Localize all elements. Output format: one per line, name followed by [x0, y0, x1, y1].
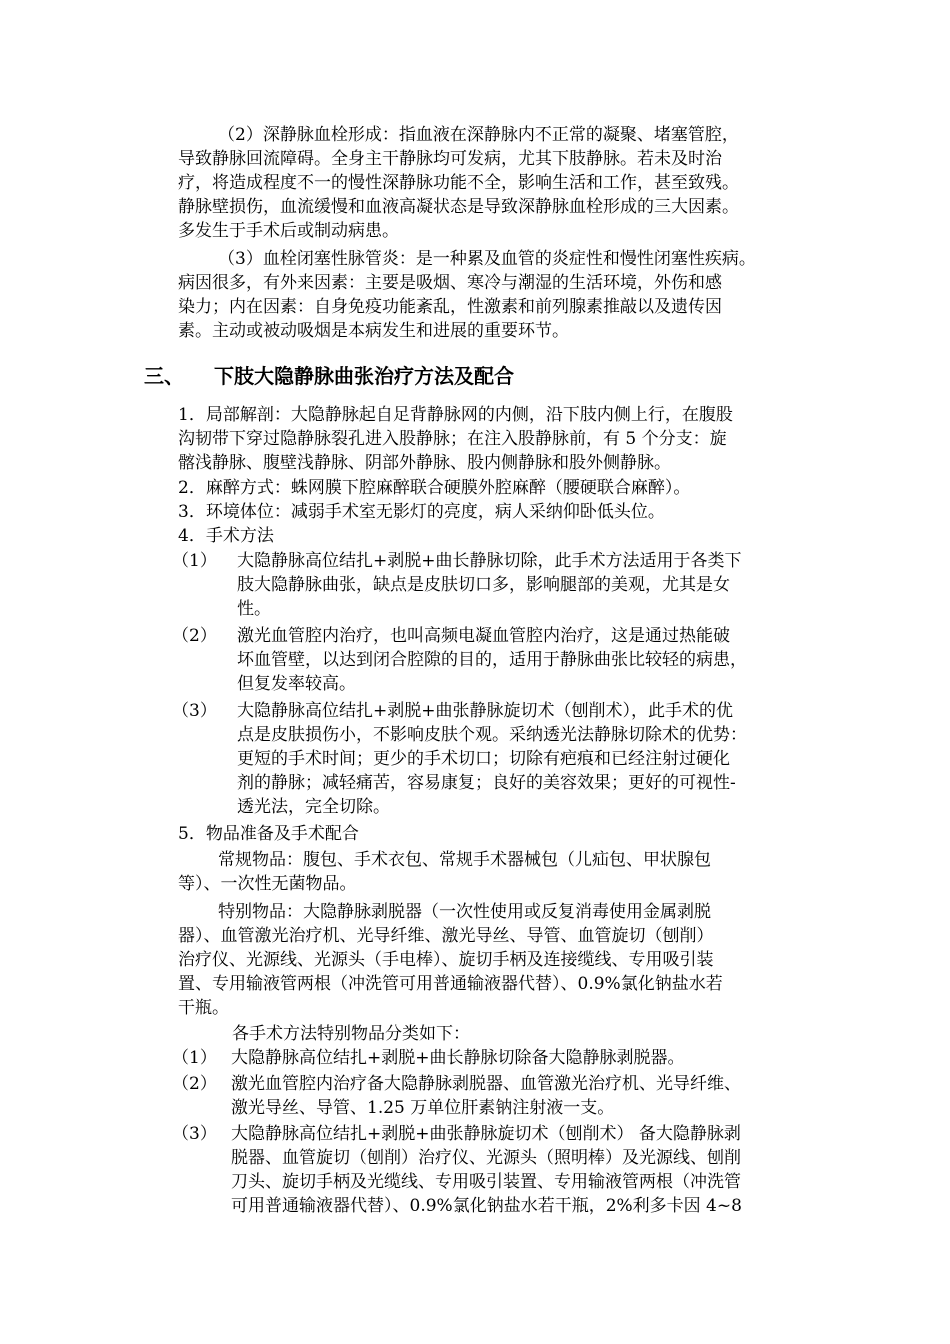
paragraph-line: 各手术方法特别物品分类如下： — [232, 1024, 470, 1044]
paragraph-line: 静脉壁损伤，血流缓慢和血液高凝状态是导致深静脉血栓形成的三大因素。 — [178, 197, 739, 217]
sub-item-line: 大隐静脉高位结扎+剥脱+曲张静脉旋切术（刨削术） 备大隐静脉剥 — [231, 1124, 741, 1144]
list-item: 2．麻醉方式：蛛网膜下腔麻醉联合硬膜外腔麻醉（腰硬联合麻醉）。 — [178, 478, 691, 498]
paragraph-line: 染力；内在因素：自身免疫功能紊乱，性激素和前列腺素推敲以及遗传因 — [178, 297, 722, 317]
sub-item-number: （2） — [172, 626, 217, 646]
sub-item-line: 激光血管腔内治疗备大隐静脉剥脱器、血管激光治疗机、光导纤维、 — [231, 1074, 741, 1094]
sub-item-line: 脱器、血管旋切（刨削）治疗仪、光源头（照明棒）及光源线、刨削 — [231, 1148, 741, 1168]
paragraph-line: （3）血栓闭塞性脉管炎：是一种累及血管的炎症性和慢性闭塞性疾病。 — [218, 249, 756, 269]
paragraph-line: 常规物品：腹包、手术衣包、常规手术器械包（儿疝包、甲状腺包 — [218, 850, 711, 870]
sub-item-number: （3） — [172, 701, 217, 721]
sub-item-line: 剂的静脉；减轻痛苦，容易康复；良好的美容效果；更好的可视性- — [237, 773, 736, 793]
paragraph-line: （2）深静脉血栓形成：指血液在深静脉内不正常的凝聚、堵塞管腔， — [218, 125, 739, 145]
sub-item-line: 肢大隐静脉曲张，缺点是皮肤切口多，影响腿部的美观，尤其是女 — [237, 575, 730, 595]
sub-item-number: （3） — [172, 1124, 217, 1144]
sub-item-line: 性。 — [237, 599, 271, 619]
paragraph-line: 治疗仪、光源线、光源头（手电棒）、旋切手柄及连接缆线、专用吸引装 — [178, 950, 714, 970]
sub-item-line: 点是皮肤损伤小，不影响皮肤个观。采纳透光法静脉切除术的优势： — [237, 725, 747, 745]
sub-item-line: 激光血管腔内治疗，也叫高频电凝血管腔内治疗，这是通过热能破 — [237, 626, 730, 646]
list-item-line: 1．局部解剖：大隐静脉起自足背静脉网的内侧，沿下肢内侧上行，在腹股 — [178, 405, 733, 425]
sub-item-line: 坏血管壁，以达到闭合腔隙的目的，适用于静脉曲张比较轻的病患， — [237, 650, 747, 670]
paragraph-line: 等）、一次性无菌物品。 — [178, 874, 357, 894]
sub-item-line: 大隐静脉高位结扎+剥脱+曲张静脉旋切术（刨削术），此手术的优 — [237, 701, 733, 721]
list-item: 3．环境体位：减弱手术室无影灯的亮度，病人采纳仰卧低头位。 — [178, 502, 665, 522]
sub-item-line: 但复发率较高。 — [237, 674, 356, 694]
sub-item-line: 激光导丝、导管、1.25 万单位肝素钠注射液一支。 — [231, 1098, 615, 1118]
paragraph-line: 器）、血管激光治疗机、光导纤维、激光导丝、导管、血管旋切（刨削） — [178, 926, 714, 946]
sub-item-line: 大隐静脉高位结扎+剥脱+曲长静脉切除，此手术方法适用于各类下 — [237, 551, 742, 571]
paragraph-line: 置、专用输液管两根（冲洗管可用普通输液器代替）、0.9%氯化钠盐水若 — [178, 974, 723, 994]
list-item: 4．手术方法 — [178, 526, 274, 546]
sub-item-line: 透光法，完全切除。 — [237, 797, 390, 817]
section-number: 三、 — [144, 364, 184, 388]
sub-item-line: 大隐静脉高位结扎+剥脱+曲长静脉切除备大隐静脉剥脱器。 — [231, 1048, 685, 1068]
paragraph-line: 导致静脉回流障碍。全身主干静脉均可发病，尤其下肢静脉。若未及时治 — [178, 149, 722, 169]
paragraph-line: 素。主动或被动吸烟是本病发生和进展的重要环节。 — [178, 321, 569, 341]
sub-item-line: 更短的手术时间；更少的手术切口；切除有疤痕和已经注射过硬化 — [237, 749, 730, 769]
sub-item-line: 可用普通输液器代替）、0.9%氯化钠盐水若干瓶，2%利多卡因 4~8 — [231, 1196, 742, 1216]
list-item-line: 沟韧带下穿过隐静脉裂孔进入股静脉；在注入股静脉前，有 5 个分支：旋 — [178, 429, 727, 449]
section-heading: 下肢大隐静脉曲张治疗方法及配合 — [214, 364, 514, 388]
list-item: 5．物品准备及手术配合 — [178, 824, 359, 844]
paragraph-line: 多发生于手术后或制动病患。 — [178, 221, 399, 241]
paragraph-line: 干瓶。 — [178, 998, 229, 1018]
paragraph-line: 疗，将造成程度不一的慢性深静脉功能不全，影响生活和工作，甚至致残。 — [178, 173, 739, 193]
paragraph-line: 病因很多，有外来因素：主要是吸烟、寒冷与潮湿的生活环境，外伤和感 — [178, 273, 722, 293]
sub-item-number: （1） — [172, 551, 217, 571]
list-item-line: 髂浅静脉、腹壁浅静脉、阴部外静脉、股内侧静脉和股外侧静脉。 — [178, 453, 671, 473]
paragraph-line: 特别物品：大隐静脉剥脱器（一次性使用或反复消毒使用金属剥脱 — [218, 902, 711, 922]
sub-item-number: （2） — [172, 1074, 217, 1094]
sub-item-line: 刀头、旋切手柄及光缆线、专用吸引装置、专用输液管两根（冲洗管 — [231, 1172, 741, 1192]
sub-item-number: （1） — [172, 1048, 217, 1068]
